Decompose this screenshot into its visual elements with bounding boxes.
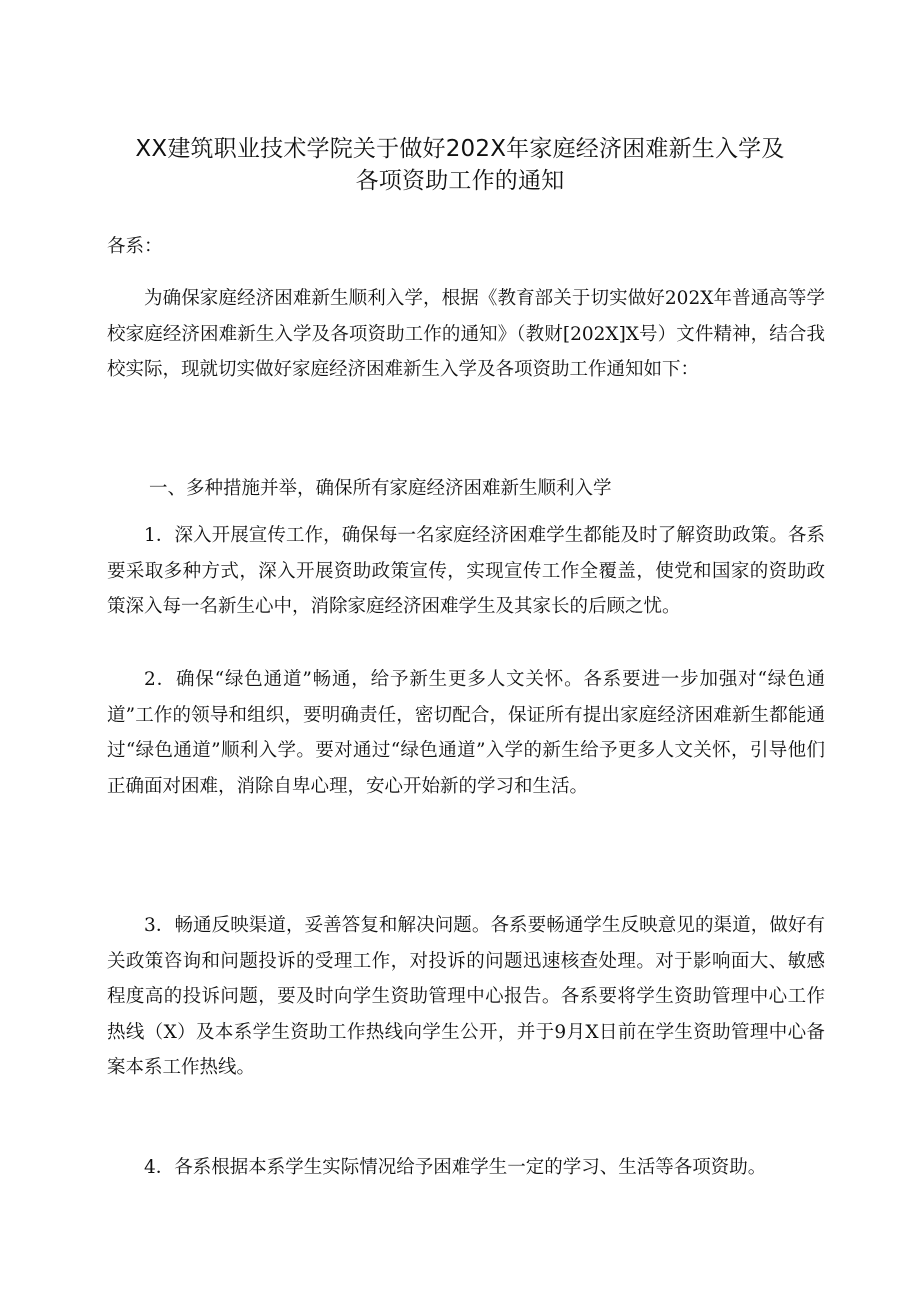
item-3-paragraph: 3．畅通反映渠道，妥善答复和解决问题。各系要畅通学生反映意见的渠道，做好有关政策咨询和问题投诉的受理工作，对投诉的问题迅速核查处理。对于影响面大、敏感程度高的投诉问题，要及时向学生资助管理中心报告。各系要将学生资助管理中心工作热线（X）及本系学生资助工作热线向学生公开，并于9月X日前在学生资助管理中心备案本系工作热线。 xyxy=(107,915,825,1078)
title-line-1: XX建筑职业技术学院关于做好202X年家庭经济困难新生入学及 xyxy=(135,136,785,162)
item-3-block xyxy=(107,908,825,1086)
salutation: 各系： xyxy=(107,236,163,257)
document-title xyxy=(60,133,860,197)
item-4-block xyxy=(107,1150,825,1186)
item-2-block xyxy=(107,662,825,804)
item-1-block xyxy=(107,518,825,625)
section-heading-1: 一、多种措施并举，确保所有家庭经济困难新生顺利入学 xyxy=(149,478,612,499)
item-2-paragraph: 2．确保“绿色通道”畅通，给予新生更多人文关怀。各系要进一步加强对“绿色通道”工作的领导和组织，要明确责任，密切配合，保证所有提出家庭经济困难新生都能通过“绿色通道”顺利入学。要对通过“绿色通道”入学的新生给予更多人文关怀，引导他们正确面对困难，消除自卑心理，安心开始新的学习和生活。 xyxy=(107,669,825,797)
intro-paragraph-block xyxy=(107,281,825,388)
item-1-paragraph: 1．深入开展宣传工作，确保每一名家庭经济困难学生都能及时了解资助政策。各系要采取多种方式，深入开展资助政策宣传，实现宣传工作全覆盖，使党和国家的资助政策深入每一名新生心中，消除家庭经济困难学生及其家长的后顾之忧。 xyxy=(107,525,825,617)
item-4-paragraph: 4．各系根据本系学生实际情况给予困难学生一定的学习、生活等各项资助。 xyxy=(144,1157,767,1178)
intro-paragraph: 为确保家庭经济困难新生顺利入学，根据《教育部关于切实做好202X年普通高等学校家庭经济困难新生入学及各项资助工作的通知》（教财[202X]X号）文件精神，结合我校实际，现就切实做好家庭经济困难新生入学及各项资助工作通知如下： xyxy=(107,288,825,380)
title-line-2: 各项资助工作的通知 xyxy=(355,168,565,194)
